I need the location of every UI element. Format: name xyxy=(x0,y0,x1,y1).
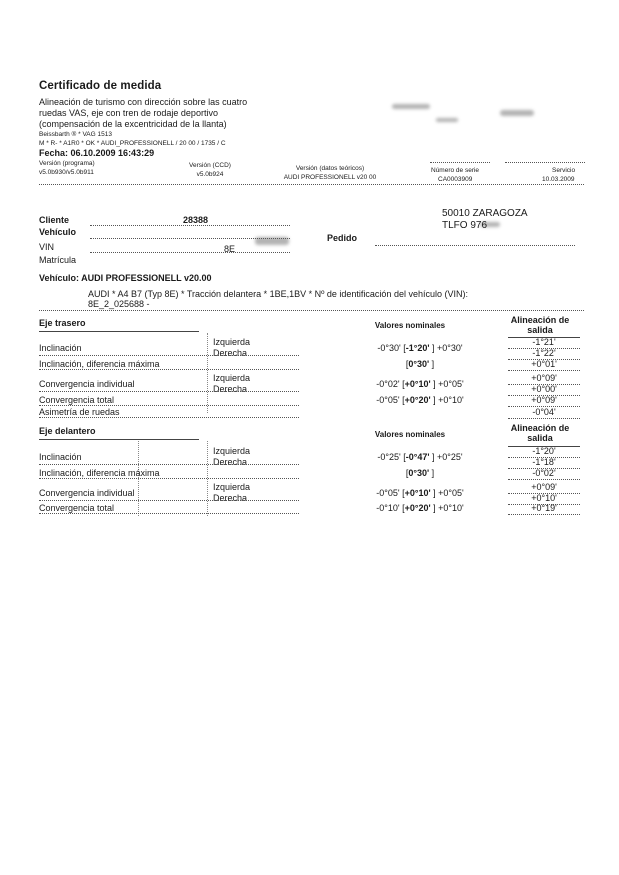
nominal-min: -0°10' [ xyxy=(376,503,405,513)
nominal-target: +0°20' xyxy=(404,503,431,513)
output-value: -1°18' xyxy=(532,457,556,467)
output-value: +0°09' xyxy=(531,395,557,405)
data-version-label: Versión (datos teóricos) xyxy=(295,165,365,172)
nominal-target: 0°30' xyxy=(408,359,430,369)
divider xyxy=(90,252,290,253)
divider xyxy=(505,162,585,163)
row-label: Inclinación xyxy=(39,452,82,462)
divider xyxy=(39,513,299,514)
client-label: Cliente xyxy=(39,215,70,225)
vin-value: 8E xyxy=(224,244,236,254)
side-label: Izquierda xyxy=(213,446,251,456)
divider xyxy=(39,417,299,418)
data-version-value: AUDI PROFESSIONELL v20 00 xyxy=(283,174,377,181)
equipment-id: M * R- * A1R0 * OK * AUDI_PROFESSIONELL / 20 00 / 1735 / C xyxy=(39,140,226,147)
nominal-min: -0°30' [ xyxy=(377,343,406,353)
divider xyxy=(39,310,584,311)
divider xyxy=(39,478,299,479)
serial-number-value: CA0003909 xyxy=(438,176,473,183)
scan-smudge xyxy=(436,118,458,122)
nominal-max: ] +0°10' xyxy=(430,503,464,513)
nominal-max: ] xyxy=(429,359,435,369)
output-value: -1°22' xyxy=(532,348,556,358)
nominal-min: -0°05' [ xyxy=(376,488,405,498)
equipment-maker: Beissbarth ® * VAG 1513 xyxy=(39,131,112,138)
side-label: Derecha xyxy=(213,348,248,358)
divider xyxy=(39,405,299,406)
address-line-1: 50010 ZARAGOZA xyxy=(442,208,528,219)
front-axle-heading: Eje delantero xyxy=(39,426,96,436)
output-value: -0°04' xyxy=(532,407,556,417)
service-label: Servicio xyxy=(552,167,576,174)
vehicle-description: AUDI * A4 B7 (Typ 8E) * Tracción delantera * 1BE,1BV * Nº de identificación del vehículo (VIN): xyxy=(88,289,468,299)
front-nominal-header: Valores nominales xyxy=(374,430,446,439)
description-line-3: (compensación de la excentricidad de la llanta) xyxy=(39,119,227,129)
nominal-min: -0°25' [ xyxy=(377,452,406,462)
output-value: -1°21' xyxy=(532,337,556,347)
ccd-version-value: v5.0b924 xyxy=(196,171,224,178)
nominal-max: ] xyxy=(429,468,435,478)
nominal-value xyxy=(345,395,495,405)
divider xyxy=(90,225,290,226)
rear-nominal-header: Valores nominales xyxy=(374,321,446,330)
column-divider xyxy=(207,333,208,413)
scan-smudge xyxy=(500,110,534,116)
side-label: Izquierda xyxy=(213,337,251,347)
document-title: Certificado de medida xyxy=(39,80,162,92)
side-label: Derecha xyxy=(213,384,248,394)
output-value: +0°00' xyxy=(531,384,557,394)
output-value: -1°20' xyxy=(532,446,556,456)
nominal-value xyxy=(345,343,495,353)
row-label: Inclinación, diferencia máxima xyxy=(39,468,160,478)
row-label: Convergencia individual xyxy=(39,488,135,498)
ccd-version-label: Versión (CCD) xyxy=(189,162,231,169)
row-label: Convergencia total xyxy=(39,503,115,513)
program-version-label: Versión (programa) xyxy=(39,160,95,167)
output-value: +0°19' xyxy=(531,503,557,513)
service-date: 10.03.2009 xyxy=(542,176,575,183)
nominal-min: [ xyxy=(405,468,409,478)
nominal-max: ] +0°30' xyxy=(429,343,463,353)
divider xyxy=(90,238,290,239)
nominal-target: +0°10' xyxy=(404,488,431,498)
side-label: Izquierda xyxy=(213,373,251,383)
side-label: Izquierda xyxy=(213,482,251,492)
divider xyxy=(39,439,199,440)
rear-output-header-2: salida xyxy=(527,325,553,335)
vin-label: VIN xyxy=(39,242,55,252)
client-number: 28388 xyxy=(183,215,209,225)
output-value: +0°01' xyxy=(531,359,557,369)
row-label: Inclinación, diferencia máxima xyxy=(39,359,160,369)
row-label: Inclinación xyxy=(39,343,82,353)
nominal-value xyxy=(345,452,495,462)
date-line: Fecha: 06.10.2009 16:43:29 xyxy=(39,148,155,158)
side-label: Derecha xyxy=(213,493,248,503)
side-label: Derecha xyxy=(213,457,248,467)
divider xyxy=(508,370,580,371)
description-line-2: ruedas VAS, eje con tren de rodaje deportivo xyxy=(39,108,218,118)
row-label: Convergencia individual xyxy=(39,379,135,389)
nominal-min: -0°02' [ xyxy=(376,379,405,389)
nominal-max: ] +0°25' xyxy=(429,452,463,462)
nominal-value xyxy=(345,379,495,389)
row-label: Asimetría de ruedas xyxy=(39,407,120,417)
output-value: +0°10' xyxy=(531,493,557,503)
divider xyxy=(39,464,299,465)
rear-output-header-1: Alineación de xyxy=(510,315,570,325)
divider xyxy=(39,355,299,356)
nominal-value xyxy=(345,359,495,369)
nominal-max: ] +0°05' xyxy=(430,379,464,389)
rear-axle-heading: Eje trasero xyxy=(39,318,86,328)
output-value: -0°02' xyxy=(532,468,556,478)
vehicle-heading: Vehículo: AUDI PROFESSIONELL v20.00 xyxy=(39,273,212,283)
nominal-target: +0°20' xyxy=(404,395,431,405)
nominal-max: ] +0°05' xyxy=(430,488,464,498)
divider xyxy=(430,162,490,163)
nominal-target: -0°47' xyxy=(405,452,430,462)
divider xyxy=(39,184,584,185)
nominal-value xyxy=(345,468,495,478)
program-version-value: v5.0b930/v5.0b911 xyxy=(39,169,94,176)
nominal-target: +0°10' xyxy=(404,379,431,389)
nominal-value xyxy=(345,503,495,513)
divider xyxy=(508,418,580,419)
row-label: Convergencia total xyxy=(39,395,115,405)
serial-number-label: Número de serie xyxy=(431,167,480,174)
divider xyxy=(39,391,299,392)
divider xyxy=(39,369,299,370)
nominal-max: ] +0°10' xyxy=(430,395,464,405)
output-value: +0°09' xyxy=(531,373,557,383)
output-value: +0°09' xyxy=(531,482,557,492)
address-line-2: TLFO 976 xyxy=(442,220,488,231)
divider xyxy=(39,500,299,501)
vehicle-vin: 8E_2_025688 - xyxy=(88,299,150,309)
scan-smudge xyxy=(392,104,430,109)
nominal-value xyxy=(345,488,495,498)
plate-label: Matrícula xyxy=(39,255,77,265)
front-output-header-2: salida xyxy=(527,433,553,443)
vehicle-label: Vehículo xyxy=(39,227,77,237)
nominal-min: -0°05' [ xyxy=(376,395,405,405)
order-label: Pedido xyxy=(327,233,358,243)
divider xyxy=(375,245,575,246)
divider xyxy=(508,514,580,515)
description-line-1: Alineación de turismo con dirección sobre las cuatro xyxy=(39,97,248,107)
nominal-min: [ xyxy=(405,359,409,369)
front-output-header-1: Alineación de xyxy=(510,423,570,433)
divider xyxy=(39,331,199,332)
nominal-target: -1°20' xyxy=(405,343,430,353)
divider xyxy=(508,479,580,480)
nominal-target: 0°30' xyxy=(408,468,430,478)
